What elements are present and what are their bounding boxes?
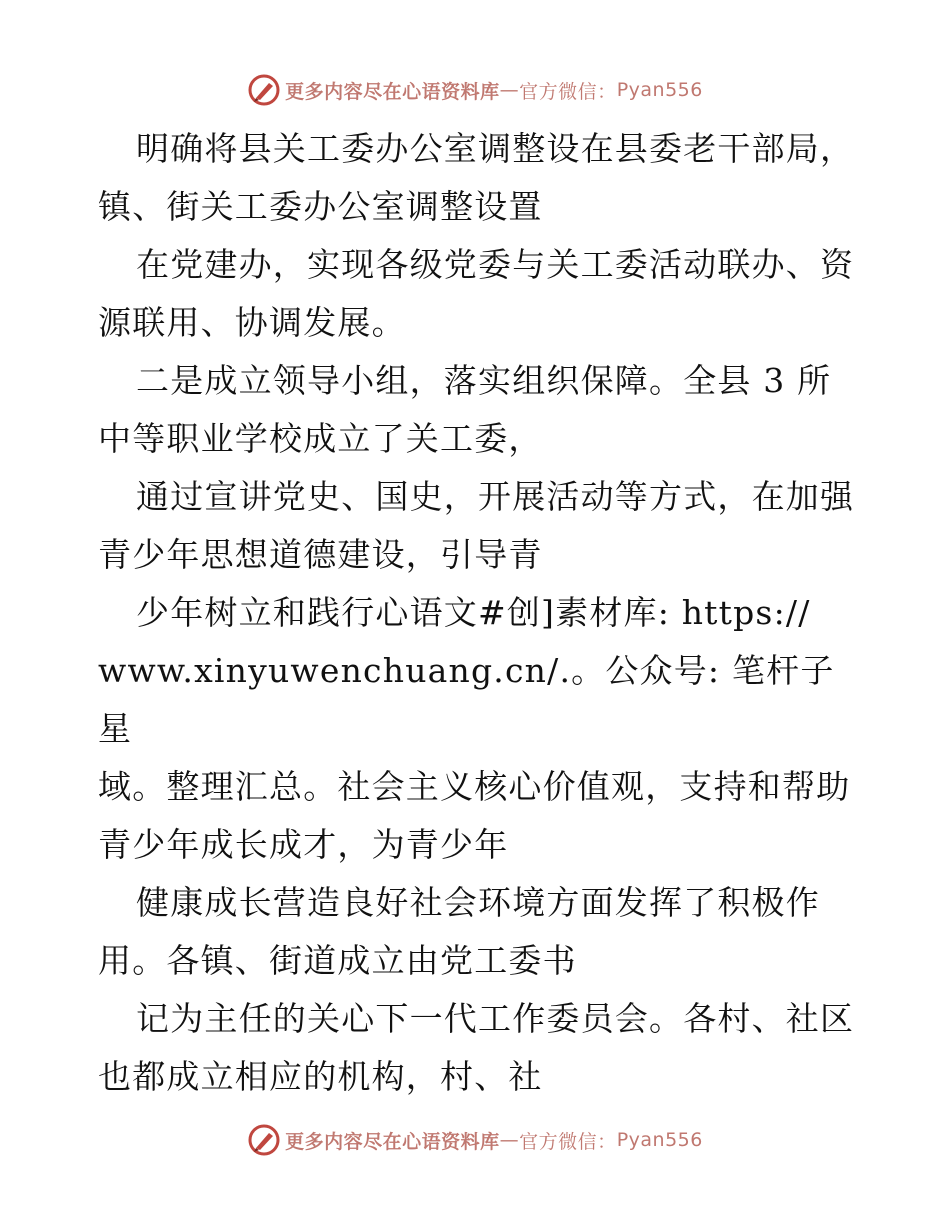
paragraph-line: 明确将县关工委办公室调整设在县委老干部局， xyxy=(136,129,855,168)
paragraph-line: 二是成立领导小组，落实组织保障。全县 3 所 xyxy=(136,361,832,400)
header-banner xyxy=(0,70,950,110)
pen-logo-icon xyxy=(247,1123,281,1157)
banner-wechat-id: Pyan556 xyxy=(616,79,703,101)
paragraph-line: 镇、街关工委办公室调整设置 xyxy=(98,187,543,226)
paragraph-line: 也都成立相应的机构，村、社 xyxy=(98,1057,543,1096)
paragraph-line: 在党建办，实现各级党委与关工委活动联办、资 xyxy=(136,245,855,284)
paragraph-line: 健康成长营造良好社会环境方面发挥了积极作 xyxy=(136,883,820,922)
paragraph-line: 源联用、协调发展。 xyxy=(98,303,406,342)
paragraph-line: 青少年思想道德建设，引导青 xyxy=(98,535,543,574)
document-body xyxy=(98,120,868,1106)
banner-main-text: 更多内容尽在心语资料库 xyxy=(285,80,500,103)
paragraph-line: 中等职业学校成立了关工委， xyxy=(98,419,543,458)
pen-logo-icon xyxy=(247,73,281,107)
banner-dash: — xyxy=(499,1129,520,1151)
banner-wechat-label: 官方微信： xyxy=(519,80,617,103)
banner-main-text: 更多内容尽在心语资料库 xyxy=(285,1130,500,1153)
banner-dash: — xyxy=(499,79,520,101)
banner-wechat-label: 官方微信： xyxy=(519,1130,617,1153)
paragraph-line: 通过宣讲党史、国史，开展活动等方式，在加强 xyxy=(136,477,855,516)
banner-wechat-id: Pyan556 xyxy=(616,1129,703,1151)
paragraph-line: www.xinyuwenchuang.cn/.。公众号: 笔杆子星 xyxy=(98,651,835,748)
paragraph-line: 域。整理汇总。社会主义核心价值观，支持和帮助 xyxy=(98,767,851,806)
paragraph-line: 青少年成长成才，为青少年 xyxy=(98,825,509,864)
paragraph-line: 少年树立和践行心语文#创]素材库: https:// xyxy=(136,593,811,632)
footer-banner xyxy=(0,1120,950,1160)
paragraph-line: 记为主任的关心下一代工作委员会。各村、社区 xyxy=(136,999,855,1038)
paragraph-line: 用。各镇、街道成立由党工委书 xyxy=(98,941,577,980)
